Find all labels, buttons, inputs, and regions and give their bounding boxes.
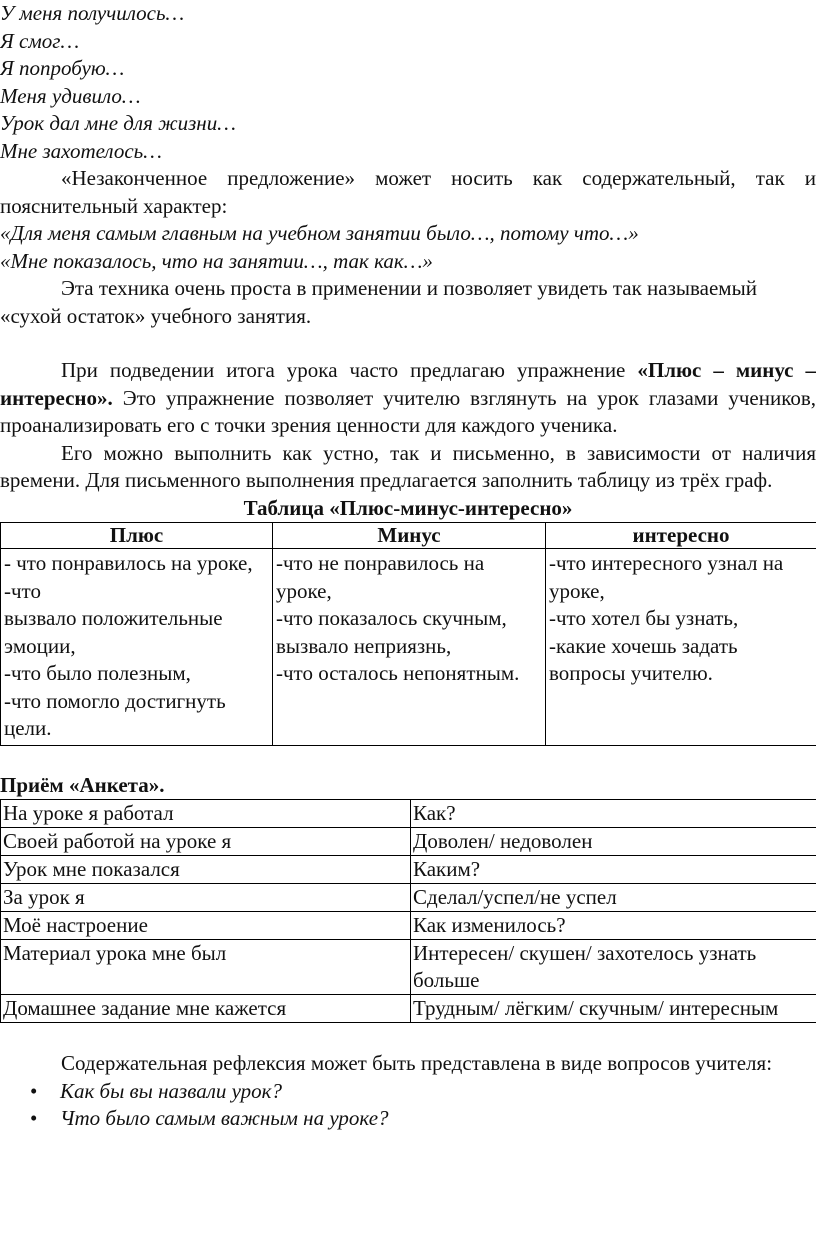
table-row — [1, 940, 816, 995]
header-minus: Минус — [273, 523, 546, 549]
plus-minus-table — [0, 522, 816, 746]
paragraph-execution: Его можно выполнить как устно, так и письменно, в зависимости от наличия времени. Для письменного выполнения предлагается заполнить таблицу из трёх граф. — [0, 440, 816, 492]
intro-line: Урок дал мне для жизни… — [0, 111, 236, 135]
intro-line: Меня удивило… — [0, 83, 141, 108]
list-item: • Как бы вы назвали урок? — [60, 1078, 816, 1106]
quote-line: «Мне показалось, что на занятии…, так как…» — [0, 248, 433, 273]
question-cell: Моё настроение — [1, 912, 411, 940]
question-cell: За урок я — [1, 884, 411, 912]
question-cell: Домашнее задание мне кажется — [1, 995, 411, 1023]
exercise-text-after: Это упражнение позволяет учителю взглянуть на урок глазами учеников, проанализировать его с точки зрения ценности для каждого ученика. — [0, 385, 816, 437]
table-row — [1, 912, 816, 940]
intro-lines — [0, 0, 816, 165]
quote-line: «Для меня самым главным на учебном занятии было…, потому что…» — [0, 221, 639, 245]
answer-cell: Сделал/успел/не успел — [411, 884, 816, 912]
answer-cell: Каким? — [411, 856, 816, 884]
paragraph-exercise — [0, 357, 816, 440]
spacer — [0, 1023, 816, 1050]
spacer — [0, 330, 816, 357]
question-cell: Урок мне показался — [1, 856, 411, 884]
cell-interesting: -что интересного узнал на уроке, -что хотел бы узнать, -какие хочешь задать вопросы учителю. — [546, 549, 816, 746]
table-row — [1, 856, 816, 884]
table-row — [1, 884, 816, 912]
exercise-name: «Плюс – минус – интересно». — [0, 358, 816, 410]
intro-line: Я смог… — [0, 28, 80, 53]
paragraph-unfinished-sentence: «Незаконченное предложение» может носить как содержательный, так и пояснительный характер: — [0, 166, 816, 218]
answer-cell: Трудным/ лёгким/ скучным/ интересным — [411, 995, 816, 1023]
table-row — [1, 800, 816, 828]
table-header-row — [1, 523, 816, 549]
question-cell: На уроке я работал — [1, 800, 411, 828]
header-interesting: интересно — [546, 523, 816, 549]
intro-line: Я попробую… — [0, 56, 125, 80]
question-cell: Своей работой на уроке я — [1, 828, 411, 856]
cell-plus: - что понравилось на уроке, -что вызвало положительные эмоции, -что было полезным, -что помогло достигнуть цели. — [1, 549, 273, 746]
intro-line: У меня получилось… — [0, 1, 185, 25]
paragraph-technique: Эта техника очень проста в применении и позволяет увидеть так называемый «сухой остаток» учебного занятия. — [0, 276, 757, 328]
answer-cell: Как изменилось? — [411, 912, 816, 940]
answer-cell: Интересен/ скушен/ захотелось узнать больше — [411, 940, 816, 995]
answer-cell: Как? — [411, 800, 816, 828]
table-row — [1, 828, 816, 856]
question-cell: Материал урока мне был — [1, 940, 411, 995]
table-title: Таблица «Плюс-минус-интересно» — [243, 495, 573, 520]
teacher-questions-list — [0, 1078, 816, 1133]
intro-line: Мне захотелось… — [0, 138, 162, 163]
questionnaire-table — [0, 799, 816, 1023]
exercise-text-before: При подведении итога урока часто предлагаю упражнение — [61, 358, 638, 382]
paragraph-content-reflection: Содержательная рефлексия может быть представлена в виде вопросов учителя: — [61, 1051, 773, 1075]
section-title-questionnaire: Приём «Анкета». — [0, 772, 165, 797]
table-row — [1, 995, 816, 1023]
cell-minus: -что не понравилось на уроке, -что показалось скучным, вызвало неприязнь, -что осталось непонятным. — [273, 549, 546, 746]
list-item: • Что было самым важным на уроке? — [60, 1105, 816, 1133]
header-plus: Плюс — [1, 523, 273, 549]
table-row — [1, 549, 816, 746]
answer-cell: Доволен/ недоволен — [411, 828, 816, 856]
